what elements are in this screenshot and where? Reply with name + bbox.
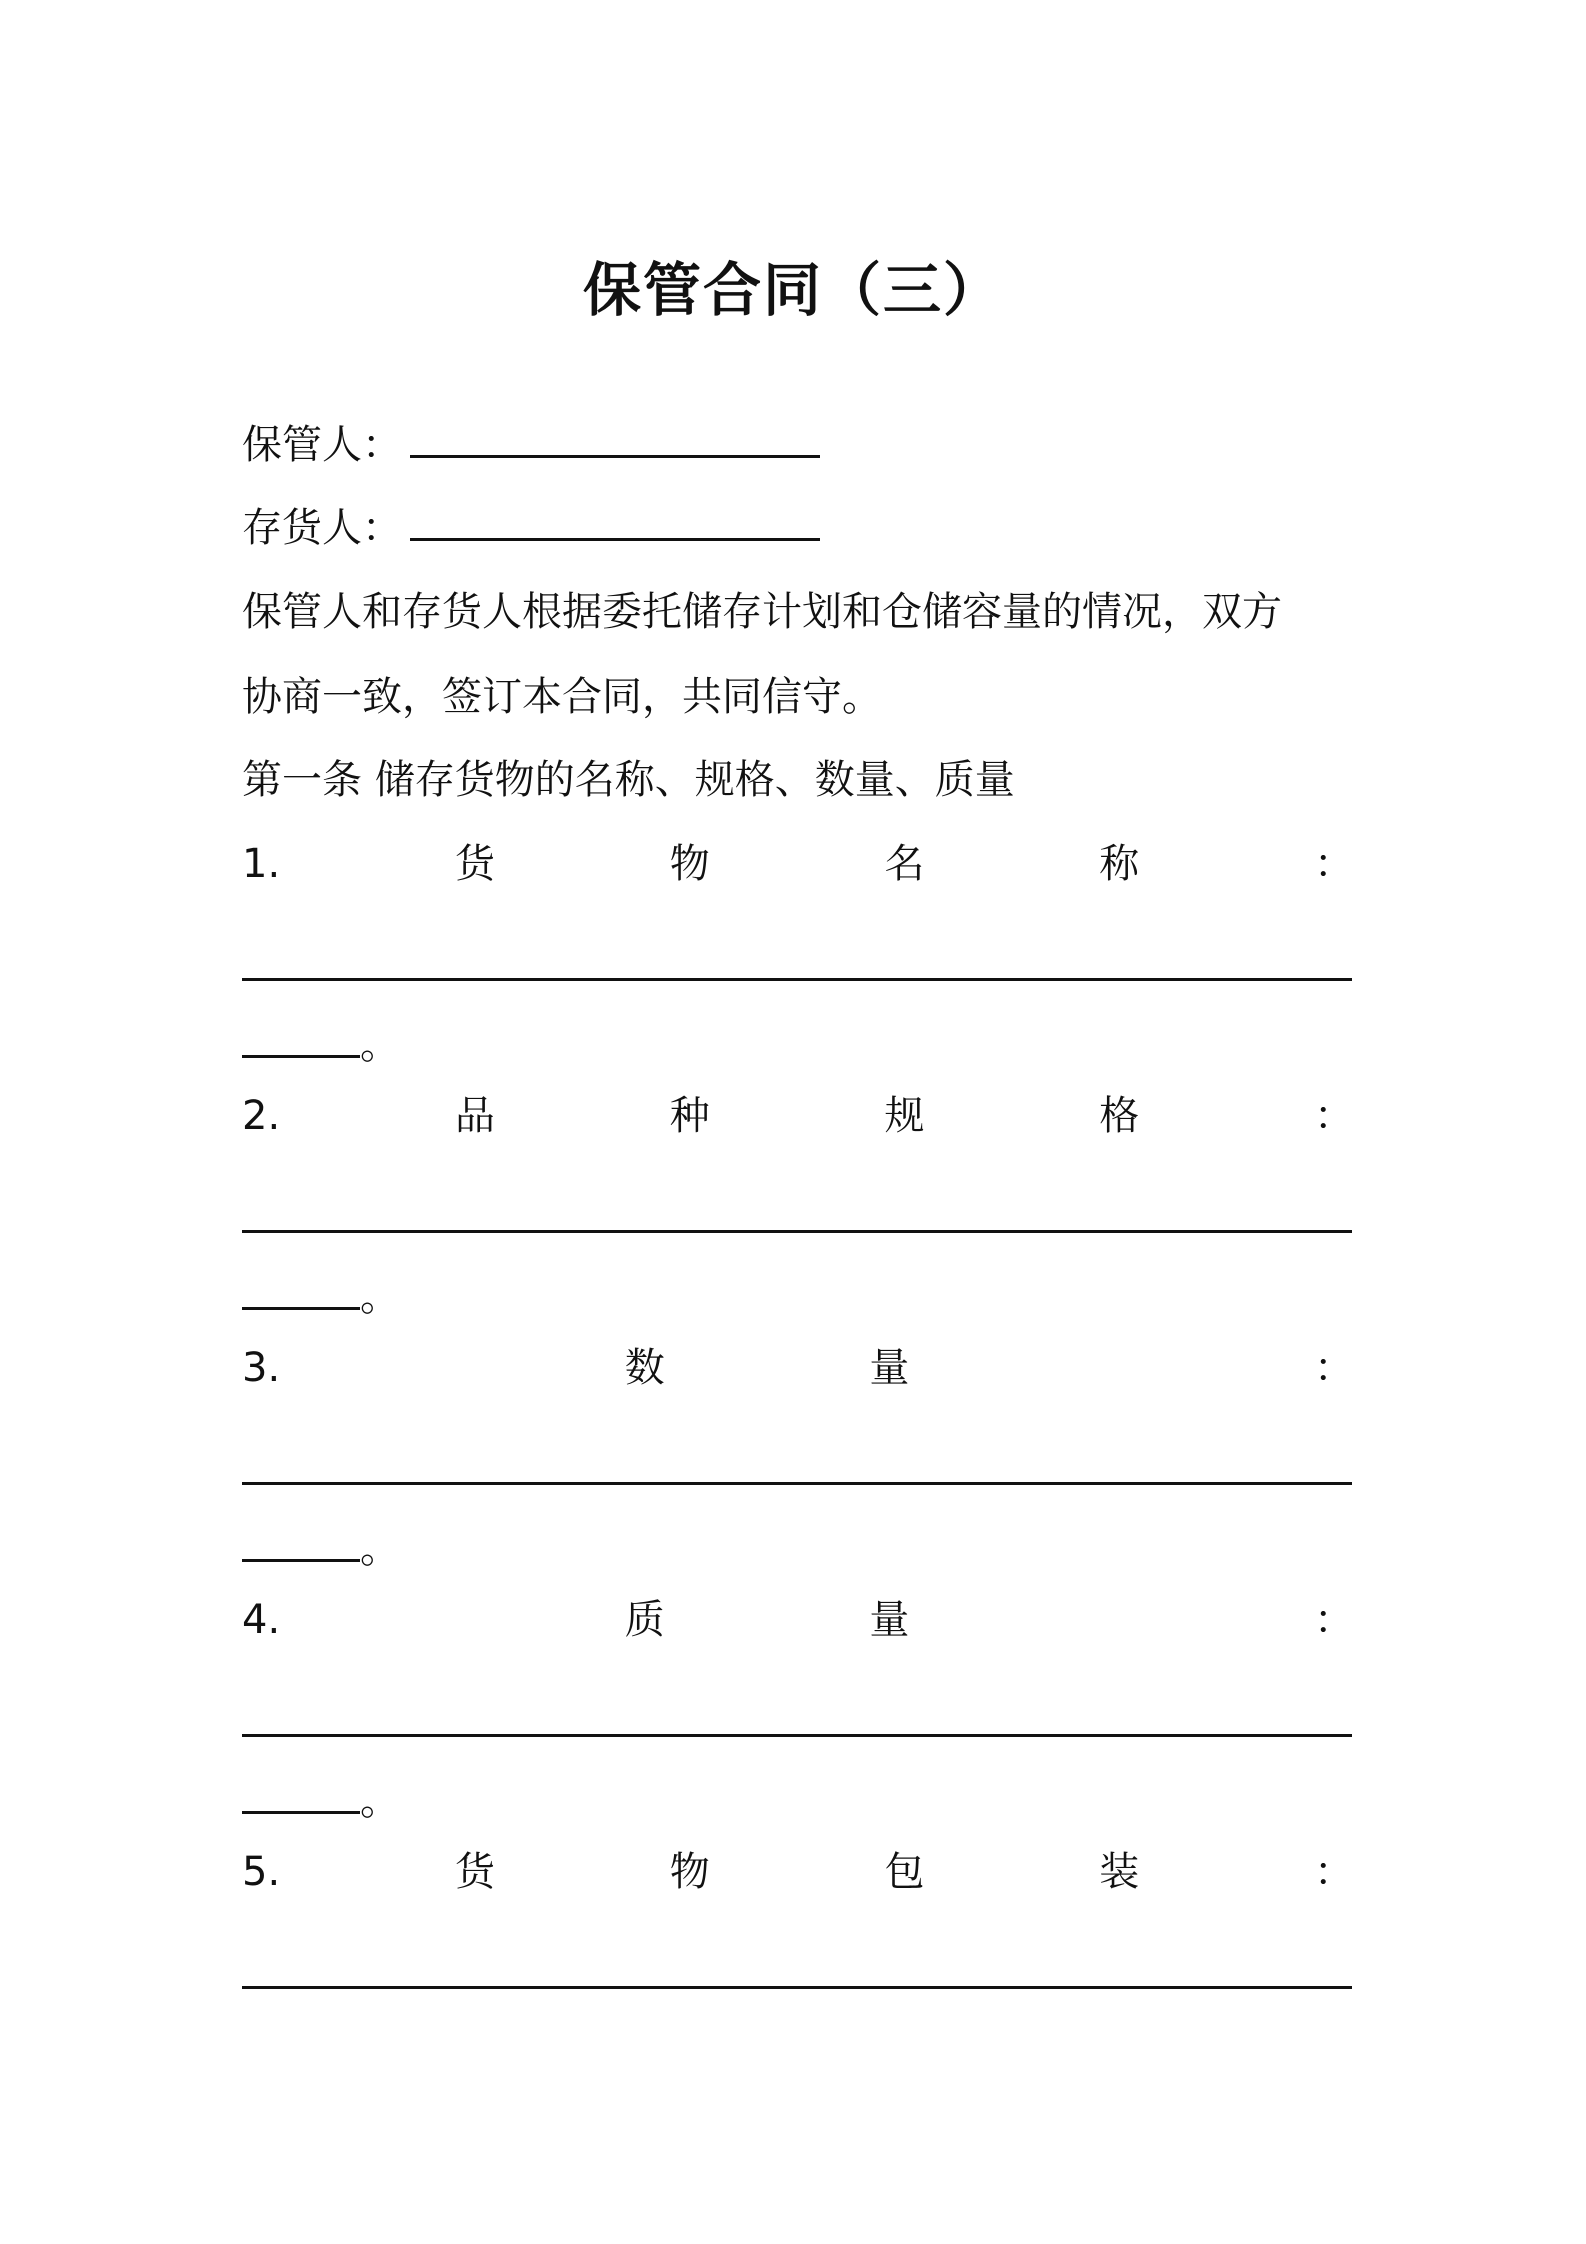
item-1-blank-line[interactable] — [242, 978, 1352, 981]
item-char: 包 — [884, 1849, 925, 1895]
item-char: 规 — [884, 1093, 925, 1139]
depositor-blank[interactable] — [410, 506, 820, 541]
item-4-short-blank[interactable] — [242, 1781, 360, 1814]
item-number: 5. — [242, 1849, 281, 1895]
item-char: 种 — [669, 1093, 710, 1139]
item-char: 装 — [1099, 1849, 1140, 1895]
item-colon: ： — [1314, 1345, 1354, 1391]
custodian-line — [242, 415, 1354, 475]
item-char: 货 — [454, 1849, 495, 1895]
item-char: 物 — [669, 841, 710, 887]
intro-paragraph-line-1: 保管人和存货人根据委托储存计划和仓储容量的情况，双方 — [242, 589, 1282, 635]
item-char: 物 — [669, 1849, 710, 1895]
item-2-short-blank[interactable] — [242, 1277, 360, 1310]
item-2-blank-tail — [242, 1267, 400, 1327]
custodian-label: 保管人： — [242, 422, 402, 468]
item-1-label — [242, 834, 1354, 894]
item-4-label — [242, 1590, 1354, 1650]
item-colon: ： — [1314, 1597, 1354, 1643]
item-colon: ： — [1314, 841, 1354, 887]
item-1-short-blank[interactable] — [242, 1025, 360, 1058]
item-colon: ： — [1314, 1093, 1354, 1139]
item-4-blank-line[interactable] — [242, 1734, 1352, 1737]
article-1-heading: 第一条 储存货物的名称、规格、数量、质量 — [242, 757, 1015, 803]
item-char: 品 — [454, 1093, 495, 1139]
item-char: 量 — [869, 1597, 910, 1643]
period: 。 — [360, 1274, 400, 1320]
period: 。 — [360, 1526, 400, 1572]
item-3-short-blank[interactable] — [242, 1529, 360, 1562]
item-5-label — [242, 1842, 1354, 1902]
document-title: 保管合同（三） — [582, 256, 1003, 324]
item-number: 3. — [242, 1345, 281, 1391]
depositor-line — [242, 498, 1354, 558]
item-number: 1. — [242, 841, 281, 887]
custodian-blank[interactable] — [410, 423, 820, 458]
item-char: 名 — [884, 841, 925, 887]
item-5-blank-line[interactable] — [242, 1986, 1352, 1989]
item-1-blank-tail — [242, 1015, 400, 1075]
period: 。 — [360, 1778, 400, 1824]
item-2-blank-line[interactable] — [242, 1230, 1352, 1233]
item-2-label — [242, 1086, 1354, 1146]
item-char: 货 — [454, 841, 495, 887]
item-number: 2. — [242, 1093, 281, 1139]
item-3-blank-tail — [242, 1519, 400, 1579]
item-char: 称 — [1099, 841, 1140, 887]
item-char: 数 — [624, 1345, 665, 1391]
period: 。 — [360, 1022, 400, 1068]
item-colon: ： — [1314, 1849, 1354, 1895]
depositor-label: 存货人： — [242, 505, 402, 551]
item-3-blank-line[interactable] — [242, 1482, 1352, 1485]
intro-paragraph-line-2: 协商一致，签订本合同，共同信守。 — [242, 674, 882, 720]
item-4-blank-tail — [242, 1771, 400, 1831]
item-char: 格 — [1099, 1093, 1140, 1139]
item-char: 质 — [624, 1597, 665, 1643]
item-char: 量 — [869, 1345, 910, 1391]
item-number: 4. — [242, 1597, 281, 1643]
item-3-label — [242, 1338, 1354, 1398]
